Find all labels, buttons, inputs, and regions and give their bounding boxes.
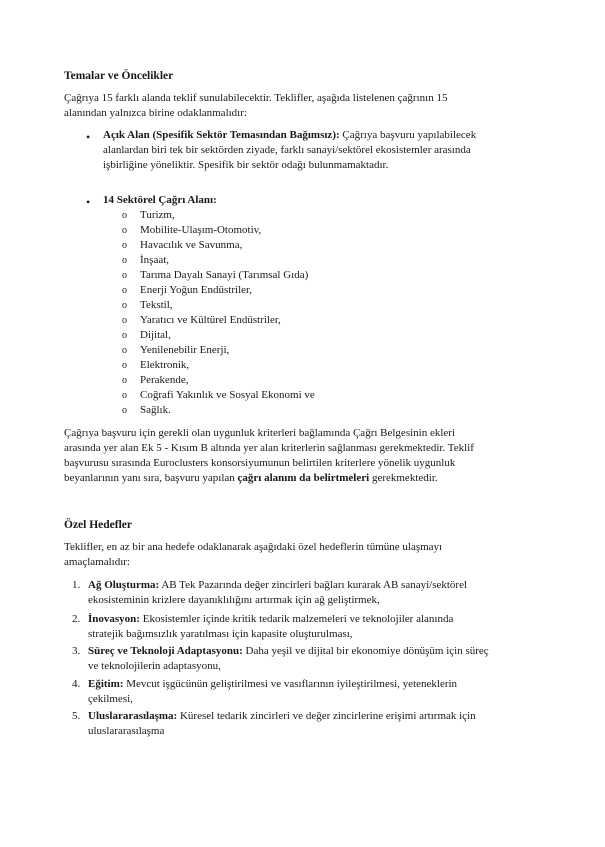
- objectives-intro-line: Teklifler, en az bir ana hedefe odaklanarak aşağıdaki özel hedeflerin tümüne ulaşmayı: [64, 541, 443, 553]
- list-item: o İnşaat,: [122, 254, 170, 266]
- themes-intro-line: Çağrıya 15 farklı alanda teklif sunulabilecektir. Teklifler, aşağıda listelenen çağrının 15: [64, 92, 448, 104]
- list-item: o Yaratıcı ve Kültürel Endüstriler,: [122, 314, 281, 326]
- objective-item: 5. Uluslararasılaşma: Küresel tedarik zincirleri ve değer zincirlerine erişimi artırmak için uluslararasılaşma: [72, 710, 476, 737]
- paragraph-line: arasında yer alan Ek 5 - Kısım B altında yer alan kriterlerin sağlanması gerekmektedir. Teklif: [64, 442, 474, 454]
- bullet-open-area-title: Açık Alan (Spesifik Sektör Temasından Bağımsız):: [103, 129, 340, 141]
- objective-item: 1. Ağ Oluşturma: AB Tek Pazarında değer zincirleri bağları kurarak AB sanayi/sektörel ekosisteminin krizlere dayanıklılığını artırmak için ağ geliştirmek,: [72, 579, 468, 606]
- paragraph-line: beyanlarının yanı sıra, başvuru yapılan çağrı alanını da belirtmeleri gerekmektedir.: [64, 472, 438, 484]
- bullet-marker: •: [86, 130, 91, 144]
- sector-list: [122, 208, 315, 418]
- list-item: o Elektronik,: [122, 359, 190, 371]
- bullet-open-area-text: Çağrıya başvuru yapılabilecek: [339, 129, 477, 141]
- list-item: o Tarıma Dayalı Sanayi (Tarımsal Gıda): [122, 269, 309, 281]
- themes-intro-line: alanından yalnızca birine odaklanmalıdır:: [64, 107, 247, 119]
- list-item: o Yenilenebilir Enerji,: [122, 344, 230, 356]
- list-item: o Enerji Yoğun Endüstriler,: [122, 284, 252, 296]
- list-item: o Coğrafi Yakınlık ve Sosyal Ekonomi ve: [122, 389, 315, 401]
- objectives-intro: [64, 540, 540, 570]
- section-heading-objectives: Özel Hedefler: [64, 519, 133, 531]
- objectives-intro-line: amaçlamalıdır:: [64, 556, 130, 568]
- objective-item: 3. Süreç ve Teknoloji Adaptasyonu: Daha yeşil ve dijital bir ekonomiye dönüşüm için süreç ve teknolojilerin adaptasyonu,: [72, 645, 489, 672]
- list-item: o Perakende,: [122, 374, 189, 386]
- objective-item: 4. Eğitim: Mevcut işgücünün geliştirilmesi ve vasıflarının iyileştirilmesi, yeteneklerin çekilmesi,: [72, 678, 458, 705]
- paragraph-line: Çağrıya başvuru için gerekli olan uygunluk kriterleri bağlamında Çağrı Belgesinin ekleri: [64, 427, 455, 439]
- bullet-open-area-text: alanlardan biri tek bir sektörden ziyade, farklı sanayi/sektörel ekosistemler arasında: [103, 144, 471, 156]
- section-heading-themes: Temalar ve Öncelikler: [64, 70, 174, 82]
- list-item: o Tekstil,: [122, 299, 173, 311]
- bullet-sector-areas: [103, 193, 540, 208]
- list-item: o Sağlık.: [122, 404, 171, 416]
- bullet-open-area: [103, 128, 540, 173]
- bullet-marker: •: [86, 195, 91, 209]
- bullet-open-area-text: işbirliğine yöneliktir. Spesifik bir sektör odağı bulunmamaktadır.: [103, 159, 389, 171]
- list-item: o Mobilite-Ulaşım-Otomotiv,: [122, 224, 262, 236]
- list-item: o Dijital,: [122, 329, 171, 341]
- paragraph-line: başvurusu sırasında Euroclusters konsorsiyumunun belirtilen kriterlere yönelik uygunluk: [64, 457, 456, 469]
- eligibility-paragraph: [64, 426, 540, 486]
- list-item: o Turizm,: [122, 209, 175, 221]
- list-item: o Havacılık ve Savunma,: [122, 239, 243, 251]
- bullet-sector-areas-title: 14 Sektörel Çağrı Alanı:: [103, 194, 217, 206]
- themes-intro: [64, 91, 540, 121]
- objective-item: 2. İnovasyon: Ekosistemler içinde kritik tedarik malzemeleri ve teknolojiler alanında stratejik bağımsızlık yaratılması için kapasite oluşturulması,: [72, 613, 454, 640]
